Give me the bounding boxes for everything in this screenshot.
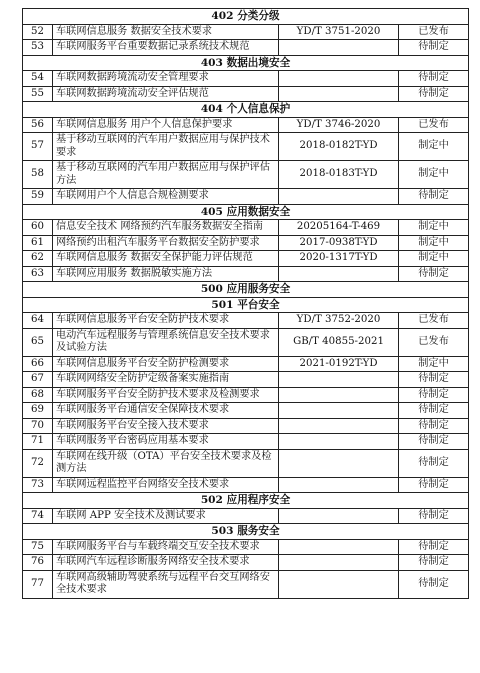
section-title: 402 分类分级 — [23, 9, 469, 25]
row-number: 64 — [23, 313, 53, 329]
table-row — [23, 235, 469, 251]
standard-status: 待制定 — [399, 418, 469, 434]
section-title: 503 服务安全 — [23, 524, 469, 540]
table-row — [23, 477, 469, 493]
standard-status: 已发布 — [399, 328, 469, 356]
standard-code — [279, 477, 399, 493]
standard-name: 车联网网络安全防护定级备案实施指南 — [53, 372, 279, 388]
table-row — [23, 117, 469, 133]
table-row — [23, 266, 469, 282]
standard-status: 已发布 — [399, 117, 469, 133]
table-row — [23, 387, 469, 403]
table-row — [23, 220, 469, 236]
standard-name: 车联网用户个人信息合规检测要求 — [53, 189, 279, 205]
standard-name: 车联网数据跨境流动安全评估规范 — [53, 86, 279, 102]
standard-name: 车联网服务平台通信安全保障技术要求 — [53, 403, 279, 419]
section-title: 403 数据出境安全 — [23, 55, 469, 71]
standard-status: 制定中 — [399, 220, 469, 236]
standard-code — [279, 539, 399, 555]
row-number: 62 — [23, 251, 53, 267]
standard-name: 车联网应用服务 数据脱敏实施方法 — [53, 266, 279, 282]
standard-code — [279, 570, 399, 598]
section-title: 500 应用服务安全 — [23, 282, 469, 298]
row-number: 58 — [23, 161, 53, 189]
standard-name: 电动汽车远程服务与管理系统信息安全技术要求及试验方法 — [53, 328, 279, 356]
section-title: 502 应用程序安全 — [23, 493, 469, 509]
standard-code: GB/T 40855-2021 — [279, 328, 399, 356]
standard-code — [279, 434, 399, 450]
standard-name: 车联网信息服务 数据安全保护能力评估规范 — [53, 251, 279, 267]
table-row — [23, 40, 469, 56]
standard-status: 制定中 — [399, 356, 469, 372]
standard-code: YD/T 3746-2020 — [279, 117, 399, 133]
section-header-row — [23, 102, 469, 118]
standard-code — [279, 418, 399, 434]
standard-code: YD/T 3752-2020 — [279, 313, 399, 329]
row-number: 75 — [23, 539, 53, 555]
standard-status: 待制定 — [399, 86, 469, 102]
row-number: 76 — [23, 555, 53, 571]
row-number: 71 — [23, 434, 53, 450]
standard-code — [279, 86, 399, 102]
standard-status: 待制定 — [399, 570, 469, 598]
standard-code — [279, 387, 399, 403]
standard-name: 车联网 APP 安全技术及测试要求 — [53, 508, 279, 524]
section-title: 501 平台安全 — [23, 297, 469, 313]
standard-name: 车联网服务平台密码应用基本要求 — [53, 434, 279, 450]
standard-code: YD/T 3751-2020 — [279, 24, 399, 40]
standard-status: 待制定 — [399, 449, 469, 477]
row-number: 77 — [23, 570, 53, 598]
standard-name: 车联网数据跨境流动安全管理要求 — [53, 71, 279, 87]
table-row — [23, 434, 469, 450]
standard-status: 制定中 — [399, 235, 469, 251]
table-row — [23, 372, 469, 388]
standards-table-page — [22, 8, 468, 599]
standard-code — [279, 71, 399, 87]
standard-code — [279, 266, 399, 282]
row-number: 53 — [23, 40, 53, 56]
row-number: 61 — [23, 235, 53, 251]
standard-name: 基于移动互联网的汽车用户数据应用与保护技术要求 — [53, 133, 279, 161]
row-number: 69 — [23, 403, 53, 419]
standard-status: 待制定 — [399, 434, 469, 450]
standard-name: 车联网汽车远程诊断服务网络安全技术要求 — [53, 555, 279, 571]
standard-code — [279, 189, 399, 205]
table-row — [23, 539, 469, 555]
standard-name: 车联网高级辅助驾驶系统与远程平台交互网络安全技术要求 — [53, 570, 279, 598]
row-number: 54 — [23, 71, 53, 87]
section-header-row — [23, 204, 469, 220]
standard-status: 待制定 — [399, 387, 469, 403]
table-row — [23, 555, 469, 571]
standard-name: 车联网服务平台安全接入技术要求 — [53, 418, 279, 434]
standard-status: 待制定 — [399, 266, 469, 282]
row-number: 67 — [23, 372, 53, 388]
standard-status: 待制定 — [399, 477, 469, 493]
section-header-row — [23, 55, 469, 71]
standard-name: 车联网信息服务平台安全防护检测要求 — [53, 356, 279, 372]
standard-name: 车联网远程监控平台网络安全技术要求 — [53, 477, 279, 493]
standard-code — [279, 372, 399, 388]
standard-name: 车联网服务平台安全防护技术要求及检测要求 — [53, 387, 279, 403]
standard-name: 车联网服务平台与车载终端交互安全技术要求 — [53, 539, 279, 555]
table-row — [23, 24, 469, 40]
standard-name: 网络预约出租汽车服务平台数据安全防护要求 — [53, 235, 279, 251]
standard-code — [279, 555, 399, 571]
standard-status: 待制定 — [399, 539, 469, 555]
standard-code: 2021-0192T-YD — [279, 356, 399, 372]
standard-code: 2017-0938T-YD — [279, 235, 399, 251]
row-number: 55 — [23, 86, 53, 102]
table-row — [23, 313, 469, 329]
standard-status: 待制定 — [399, 40, 469, 56]
standard-name: 车联网信息服务 用户个人信息保护要求 — [53, 117, 279, 133]
table-row — [23, 161, 469, 189]
row-number: 72 — [23, 449, 53, 477]
standard-code — [279, 403, 399, 419]
table-row — [23, 189, 469, 205]
row-number: 59 — [23, 189, 53, 205]
standard-status: 待制定 — [399, 508, 469, 524]
table-row — [23, 133, 469, 161]
table-row — [23, 508, 469, 524]
row-number: 63 — [23, 266, 53, 282]
table-row — [23, 449, 469, 477]
section-title: 405 应用数据安全 — [23, 204, 469, 220]
standard-name: 车联网在线升级（OTA）平台安全技术要求及检测方法 — [53, 449, 279, 477]
standards-table-body — [23, 9, 469, 599]
standard-name: 基于移动互联网的汽车用户数据应用与保护评估方法 — [53, 161, 279, 189]
row-number: 66 — [23, 356, 53, 372]
standard-code: 20205164-T-469 — [279, 220, 399, 236]
standard-status: 待制定 — [399, 372, 469, 388]
standard-code: 2020-1317T-YD — [279, 251, 399, 267]
standard-name: 车联网信息服务平台安全防护技术要求 — [53, 313, 279, 329]
section-header-row — [23, 9, 469, 25]
standard-code — [279, 40, 399, 56]
table-row — [23, 356, 469, 372]
standard-code: 2018-0182T-YD — [279, 133, 399, 161]
standard-status: 已发布 — [399, 313, 469, 329]
row-number: 73 — [23, 477, 53, 493]
table-row — [23, 418, 469, 434]
standard-status: 制定中 — [399, 251, 469, 267]
row-number: 65 — [23, 328, 53, 356]
standard-status: 制定中 — [399, 161, 469, 189]
row-number: 70 — [23, 418, 53, 434]
table-row — [23, 251, 469, 267]
standard-code — [279, 449, 399, 477]
table-row — [23, 71, 469, 87]
row-number: 60 — [23, 220, 53, 236]
standard-status: 已发布 — [399, 24, 469, 40]
standard-name: 信息安全技术 网络预约汽车服务数据安全指南 — [53, 220, 279, 236]
row-number: 52 — [23, 24, 53, 40]
table-row — [23, 403, 469, 419]
standard-code — [279, 508, 399, 524]
standard-status: 待制定 — [399, 71, 469, 87]
standard-code: 2018-0183T-YD — [279, 161, 399, 189]
row-number: 57 — [23, 133, 53, 161]
standard-name: 车联网服务平台重要数据记录系统技术规范 — [53, 40, 279, 56]
section-title: 404 个人信息保护 — [23, 102, 469, 118]
table-row — [23, 328, 469, 356]
table-row — [23, 570, 469, 598]
section-header-row — [23, 282, 469, 298]
standard-status: 制定中 — [399, 133, 469, 161]
table-row — [23, 86, 469, 102]
row-number: 68 — [23, 387, 53, 403]
standards-table — [22, 8, 469, 599]
section-header-row — [23, 493, 469, 509]
standard-status: 待制定 — [399, 555, 469, 571]
row-number: 74 — [23, 508, 53, 524]
section-header-row — [23, 297, 469, 313]
section-header-row — [23, 524, 469, 540]
standard-status: 待制定 — [399, 189, 469, 205]
row-number: 56 — [23, 117, 53, 133]
standard-name: 车联网信息服务 数据安全技术要求 — [53, 24, 279, 40]
standard-status: 待制定 — [399, 403, 469, 419]
